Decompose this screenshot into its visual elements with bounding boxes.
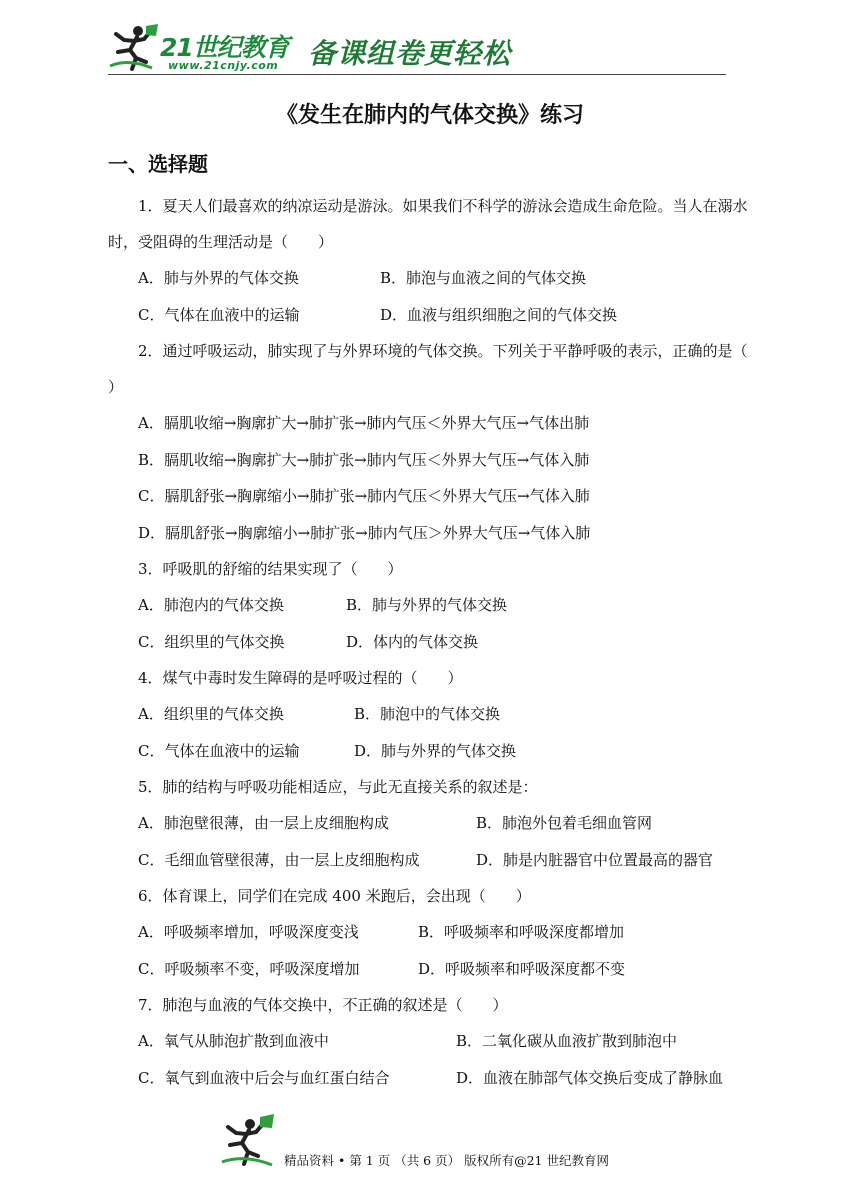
- option-c: C．气体在血液中的运输: [138, 305, 300, 324]
- question-stem: 6．体育课上，同学们在完成 400 米跑后，会出现（ ）: [138, 887, 531, 905]
- option-d: D．肺是内脏器官中位置最高的器官: [476, 850, 714, 869]
- page-footer: [218, 1112, 738, 1172]
- question-7: [108, 987, 754, 1096]
- option-d: D．膈肌舒张→胸廓缩小→肺扩张→肺内气压＞外界大气压→气体入肺: [138, 523, 591, 542]
- option-row: [108, 260, 754, 297]
- question-stem: 4．煤气中毒时发生障碍的是呼吸过程的（ ）: [138, 669, 463, 687]
- question-3: [108, 551, 754, 660]
- runner-logo-icon: [218, 1112, 282, 1170]
- option-c: C．组织里的气体交换: [138, 632, 285, 651]
- option-a: A．肺泡壁很薄，由一层上皮细胞构成: [138, 814, 389, 832]
- option-row: [108, 951, 754, 988]
- question-stem: 1．夏天人们最喜欢的纳凉运动是游泳。如果我们不科学的游泳会造成生命危险。当人在溺水时，受阻碍的生理活动是（ ）: [108, 197, 748, 251]
- footer-text: 精品资料 • 第 1 页 （共 6 页） 版权所有@21 世纪教育网: [284, 1153, 609, 1168]
- option-d: D．呼吸频率和呼吸深度都不变: [418, 959, 626, 978]
- question-stem: 2．通过呼吸运动，肺实现了与外界环境的气体交换。下列关于平静呼吸的表示，正确的是（ ）: [108, 342, 748, 396]
- option-row: [108, 842, 754, 879]
- option-c: C．毛细血管壁很薄，由一层上皮细胞构成: [138, 850, 420, 869]
- page-title: 《发生在肺内的气体交换》练习: [275, 102, 584, 128]
- question-6: [108, 878, 754, 987]
- question-1: [108, 188, 754, 333]
- question-2: [108, 333, 754, 551]
- option-a: A．肺泡内的气体交换: [138, 596, 284, 614]
- question-stem: 3．呼吸肌的舒缩的结果实现了（ ）: [138, 560, 403, 578]
- option-c: C．氧气到血液中后会与血红蛋白结合: [138, 1068, 390, 1087]
- option-row: [108, 1060, 754, 1097]
- question-stem: 7．肺泡与血液的气体交换中，不正确的叙述是（ ）: [138, 996, 508, 1014]
- option-b: B．肺泡外包着毛细血管网: [476, 814, 653, 832]
- option-b: B．二氧化碳从血液扩散到肺泡中: [456, 1032, 678, 1050]
- option-d: D．血液在肺部气体交换后变成了静脉血: [456, 1068, 724, 1087]
- option-d: D．肺与外界的气体交换: [354, 741, 517, 760]
- option-b: B．肺泡与血液之间的气体交换: [380, 269, 587, 287]
- option-c: C．气体在血液中的运输: [138, 741, 300, 760]
- brand-url: www.21cnjy.com: [168, 59, 279, 72]
- option-b: B．肺泡中的气体交换: [354, 705, 501, 723]
- question-stem: 5．肺的结构与呼吸功能相适应，与此无直接关系的叙述是：: [138, 778, 538, 796]
- option-row: [108, 297, 754, 334]
- option-row: [108, 587, 754, 624]
- page-header: [108, 18, 726, 76]
- option-b: B．肺与外界的气体交换: [346, 596, 508, 614]
- header-slogan: 备课组卷更轻松: [308, 37, 512, 70]
- option-b: B．呼吸频率和呼吸深度都增加: [418, 923, 625, 941]
- section-heading: 一、选择题: [108, 152, 208, 176]
- runner-logo-icon: [108, 22, 160, 72]
- option-a: A．肺与外界的气体交换: [138, 269, 299, 287]
- option-a: A．膈肌收缩→胸廓扩大→肺扩张→肺内气压＜外界大气压→气体出肺: [138, 414, 590, 432]
- option-c: C．呼吸频率不变，呼吸深度增加: [138, 959, 360, 978]
- option-row: [108, 696, 754, 733]
- question-list: [108, 188, 754, 1096]
- question-5: [108, 769, 754, 878]
- option-row: [108, 733, 754, 770]
- header-divider: [108, 74, 726, 75]
- option-b: B．膈肌收缩→胸廓扩大→肺扩张→肺内气压＜外界大气压→气体入肺: [138, 450, 590, 469]
- question-4: [108, 660, 754, 769]
- option-d: D．血液与组织细胞之间的气体交换: [380, 305, 618, 324]
- option-row: [108, 624, 754, 661]
- option-a: A．组织里的气体交换: [138, 705, 284, 723]
- option-c: C．膈肌舒张→胸廓缩小→肺扩张→肺内气压＜外界大气压→气体入肺: [138, 487, 590, 505]
- option-a: A．氧气从肺泡扩散到血液中: [138, 1032, 329, 1050]
- option-row: [108, 1023, 754, 1060]
- option-row: [108, 914, 754, 951]
- option-d: D．体内的气体交换: [346, 632, 479, 651]
- brand-name: 21世纪教育: [160, 33, 289, 62]
- option-a: A．呼吸频率增加，呼吸深度变浅: [138, 923, 359, 941]
- option-row: [108, 805, 754, 842]
